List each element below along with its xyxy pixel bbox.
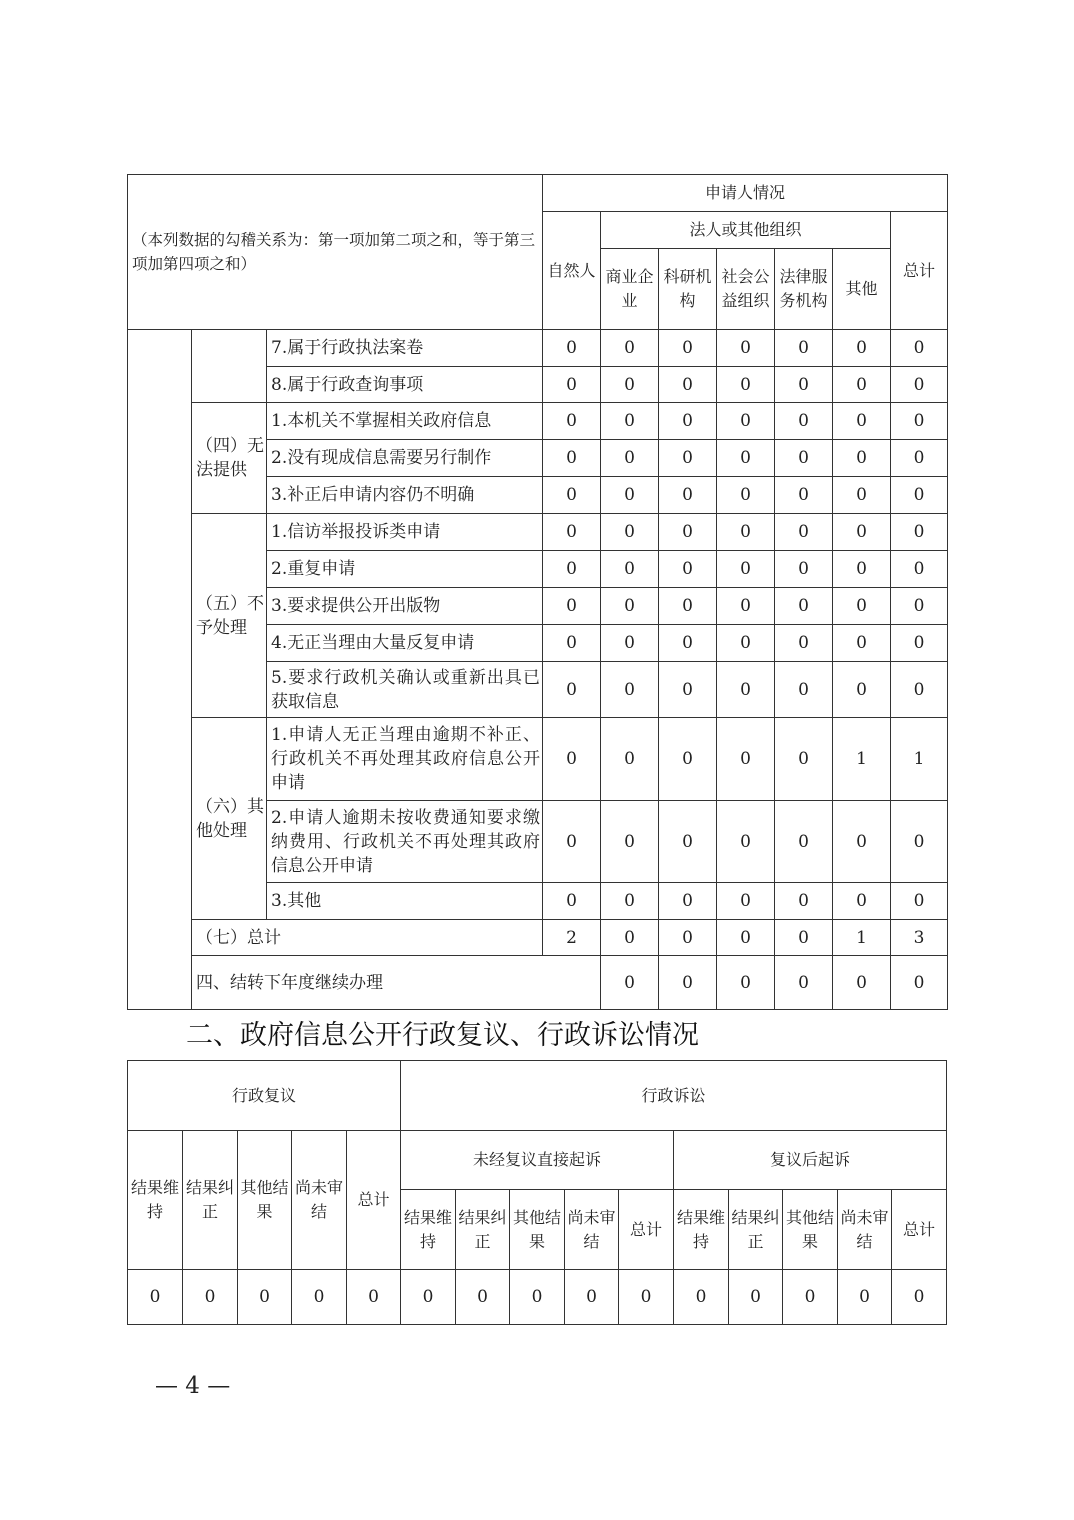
cell-value: 0 <box>891 883 948 920</box>
cell-value: 0 <box>601 588 659 625</box>
table-row <box>128 1270 947 1325</box>
cell-value: 0 <box>601 514 659 551</box>
cell-value: 0 <box>601 801 659 883</box>
cell-value: 0 <box>292 1270 347 1325</box>
cell-value: 0 <box>833 367 891 403</box>
review-col-header: 结果纠正 <box>183 1131 238 1270</box>
cell-value: 0 <box>717 514 775 551</box>
cell-value: 0 <box>833 440 891 477</box>
total-label: （七）总计 <box>192 920 543 956</box>
cell-value: 0 <box>717 956 775 1010</box>
cell-value: 0 <box>456 1270 510 1325</box>
legal-service-header: 法律服务机构 <box>775 249 833 330</box>
cell-value: 2 <box>543 920 601 956</box>
cell-value: 0 <box>891 801 948 883</box>
row-label: 7.属于行政执法案卷 <box>267 330 543 367</box>
after-col-header: 结果维持 <box>674 1190 729 1270</box>
cell-value: 0 <box>775 551 833 588</box>
cell-value: 0 <box>659 956 717 1010</box>
cell-value: 0 <box>775 883 833 920</box>
cell-value: 0 <box>659 588 717 625</box>
cell-value: 0 <box>833 403 891 440</box>
review-col-header: 尚未审结 <box>292 1131 347 1270</box>
cell-value: 0 <box>775 625 833 662</box>
review-col-header: 总计 <box>347 1131 401 1270</box>
cell-value: 0 <box>717 920 775 956</box>
carry-over-row <box>128 956 948 1010</box>
cell-value: 0 <box>659 625 717 662</box>
page-number: — 4 — <box>155 1373 231 1399</box>
total-row <box>128 920 948 956</box>
cell-value: 0 <box>543 625 601 662</box>
cell-value: 1 <box>833 718 891 801</box>
review-col-header: 结果维持 <box>128 1131 183 1270</box>
cell-value: 0 <box>775 662 833 718</box>
cell-value: 0 <box>659 403 717 440</box>
cell-value: 0 <box>601 330 659 367</box>
cell-value: 0 <box>543 514 601 551</box>
group3-blank-cell <box>192 330 267 403</box>
research-header: 科研机构 <box>659 249 717 330</box>
cell-value: 0 <box>891 956 948 1010</box>
cell-value: 0 <box>601 718 659 801</box>
total-header: 总计 <box>891 212 948 330</box>
group-label-unavailable: （四）无法提供 <box>192 403 267 514</box>
cell-value: 0 <box>659 367 717 403</box>
table-row <box>128 514 948 551</box>
cell-value: 3 <box>891 920 948 956</box>
table-row <box>128 403 948 440</box>
cell-value: 0 <box>891 330 948 367</box>
cell-value: 0 <box>775 956 833 1010</box>
cell-value: 0 <box>601 920 659 956</box>
cell-value: 0 <box>565 1270 619 1325</box>
cell-value: 0 <box>659 662 717 718</box>
natural-person-header: 自然人 <box>543 212 601 330</box>
cell-value: 0 <box>601 883 659 920</box>
cell-value: 0 <box>833 588 891 625</box>
row-label: 5.要求行政机关确认或重新出具已获取信息 <box>267 662 543 718</box>
cell-value: 0 <box>717 330 775 367</box>
cell-value: 0 <box>543 718 601 801</box>
cell-value: 0 <box>891 440 948 477</box>
cell-value: 0 <box>717 801 775 883</box>
table-row <box>128 718 948 801</box>
cell-value: 0 <box>659 883 717 920</box>
cell-value: 0 <box>717 588 775 625</box>
cell-value: 0 <box>783 1270 838 1325</box>
cell-value: 0 <box>601 477 659 514</box>
carry-over-label: 四、结转下年度继续办理 <box>192 956 601 1010</box>
cell-value: 0 <box>543 662 601 718</box>
row-label: 2.没有现成信息需要另行制作 <box>267 440 543 477</box>
cell-value: 0 <box>401 1270 456 1325</box>
cell-value: 0 <box>659 920 717 956</box>
outer-blank-cell <box>128 330 192 1010</box>
cell-value: 0 <box>659 440 717 477</box>
cell-value: 0 <box>183 1270 238 1325</box>
cell-value: 0 <box>833 330 891 367</box>
cell-value: 0 <box>717 883 775 920</box>
cell-value: 0 <box>891 588 948 625</box>
cell-value: 0 <box>892 1270 947 1325</box>
direct-col-header: 尚未审结 <box>565 1190 619 1270</box>
cell-value: 0 <box>543 551 601 588</box>
cell-value: 0 <box>601 625 659 662</box>
cell-value: 0 <box>717 718 775 801</box>
table-row <box>128 330 948 367</box>
cell-value: 0 <box>674 1270 729 1325</box>
cell-value: 1 <box>891 718 948 801</box>
row-label: 2.申请人逾期未按收费通知要求缴纳费用、行政机关不再处理其政府信息公开申请 <box>267 801 543 883</box>
after-col-header: 尚未审结 <box>838 1190 892 1270</box>
cell-value: 0 <box>601 440 659 477</box>
cell-value: 0 <box>833 477 891 514</box>
group-label-other-processing: （六）其他处理 <box>192 718 267 920</box>
cell-value: 0 <box>510 1270 565 1325</box>
header-note: （本列数据的勾稽关系为：第一项加第二项之和，等于第三项加第四项之和） <box>128 175 543 330</box>
cell-value: 0 <box>347 1270 401 1325</box>
cell-value: 0 <box>717 662 775 718</box>
cell-value: 0 <box>891 367 948 403</box>
review-litigation-table <box>127 1060 947 1325</box>
other-header: 其他 <box>833 249 891 330</box>
section-title: 二、政府信息公开行政复议、行政诉讼情况 <box>186 1020 699 1051</box>
after-review-suit-header: 复议后起诉 <box>674 1131 947 1190</box>
legal-org-header: 法人或其他组织 <box>601 212 891 249</box>
cell-value: 0 <box>543 883 601 920</box>
cell-value: 0 <box>238 1270 292 1325</box>
row-label: 1.本机关不掌握相关政府信息 <box>267 403 543 440</box>
row-label: 3.其他 <box>267 883 543 920</box>
cell-value: 0 <box>833 514 891 551</box>
admin-litigation-header: 行政诉讼 <box>401 1061 947 1131</box>
cell-value: 0 <box>717 477 775 514</box>
admin-review-header: 行政复议 <box>128 1061 401 1131</box>
cell-value: 0 <box>775 801 833 883</box>
cell-value: 0 <box>543 440 601 477</box>
cell-value: 0 <box>717 367 775 403</box>
applicant-stats-table <box>127 174 948 1010</box>
cell-value: 0 <box>717 551 775 588</box>
cell-value: 0 <box>729 1270 783 1325</box>
cell-value: 0 <box>717 625 775 662</box>
direct-suit-header: 未经复议直接起诉 <box>401 1131 674 1190</box>
after-col-header: 总计 <box>892 1190 947 1270</box>
cell-value: 0 <box>891 551 948 588</box>
cell-value: 0 <box>833 662 891 718</box>
row-label: 2.重复申请 <box>267 551 543 588</box>
cell-value: 0 <box>601 367 659 403</box>
public-welfare-header: 社会公益组织 <box>717 249 775 330</box>
applicant-header: 申请人情况 <box>543 175 948 212</box>
cell-value: 0 <box>833 551 891 588</box>
cell-value: 1 <box>833 920 891 956</box>
row-label: 1.信访举报投诉类申请 <box>267 514 543 551</box>
cell-value: 0 <box>891 662 948 718</box>
cell-value: 0 <box>659 551 717 588</box>
cell-value: 0 <box>775 920 833 956</box>
cell-value: 0 <box>891 514 948 551</box>
after-col-header: 其他结果 <box>783 1190 838 1270</box>
cell-value: 0 <box>717 440 775 477</box>
cell-value: 0 <box>833 625 891 662</box>
row-label: 3.补正后申请内容仍不明确 <box>267 477 543 514</box>
direct-col-header: 其他结果 <box>510 1190 565 1270</box>
cell-value: 0 <box>775 440 833 477</box>
cell-value: 0 <box>775 477 833 514</box>
direct-col-header: 结果维持 <box>401 1190 456 1270</box>
cell-value: 0 <box>601 403 659 440</box>
cell-value: 0 <box>775 718 833 801</box>
cell-value: 0 <box>833 883 891 920</box>
cell-value: 0 <box>775 367 833 403</box>
row-label: 1.申请人无正当理由逾期不补正、行政机关不再处理其政府信息公开申请 <box>267 718 543 801</box>
review-col-header: 其他结果 <box>238 1131 292 1270</box>
cell-value: 0 <box>838 1270 892 1325</box>
cell-value: 0 <box>619 1270 674 1325</box>
cell-value: 0 <box>659 514 717 551</box>
cell-value: 0 <box>601 662 659 718</box>
cell-value: 0 <box>543 367 601 403</box>
cell-value: 0 <box>775 514 833 551</box>
row-label: 8.属于行政查询事项 <box>267 367 543 403</box>
cell-value: 0 <box>543 801 601 883</box>
cell-value: 0 <box>717 403 775 440</box>
cell-value: 0 <box>891 477 948 514</box>
cell-value: 0 <box>659 718 717 801</box>
cell-value: 0 <box>659 801 717 883</box>
cell-value: 0 <box>775 588 833 625</box>
cell-value: 0 <box>775 403 833 440</box>
cell-value: 0 <box>659 330 717 367</box>
cell-value: 0 <box>775 330 833 367</box>
cell-value: 0 <box>128 1270 183 1325</box>
after-col-header: 结果纠正 <box>729 1190 783 1270</box>
cell-value: 0 <box>891 625 948 662</box>
direct-col-header: 总计 <box>619 1190 674 1270</box>
cell-value: 0 <box>833 956 891 1010</box>
cell-value: 0 <box>833 801 891 883</box>
row-label: 4.无正当理由大量反复申请 <box>267 625 543 662</box>
cell-value: 0 <box>543 403 601 440</box>
direct-col-header: 结果纠正 <box>456 1190 510 1270</box>
cell-value: 0 <box>659 477 717 514</box>
group-label-not-processed: （五）不予处理 <box>192 514 267 718</box>
row-label: 3.要求提供公开出版物 <box>267 588 543 625</box>
cell-value: 0 <box>543 330 601 367</box>
cell-value: 0 <box>601 551 659 588</box>
commercial-header: 商业企业 <box>601 249 659 330</box>
cell-value: 0 <box>543 477 601 514</box>
cell-value: 0 <box>601 956 659 1010</box>
cell-value: 0 <box>543 588 601 625</box>
cell-value: 0 <box>891 403 948 440</box>
